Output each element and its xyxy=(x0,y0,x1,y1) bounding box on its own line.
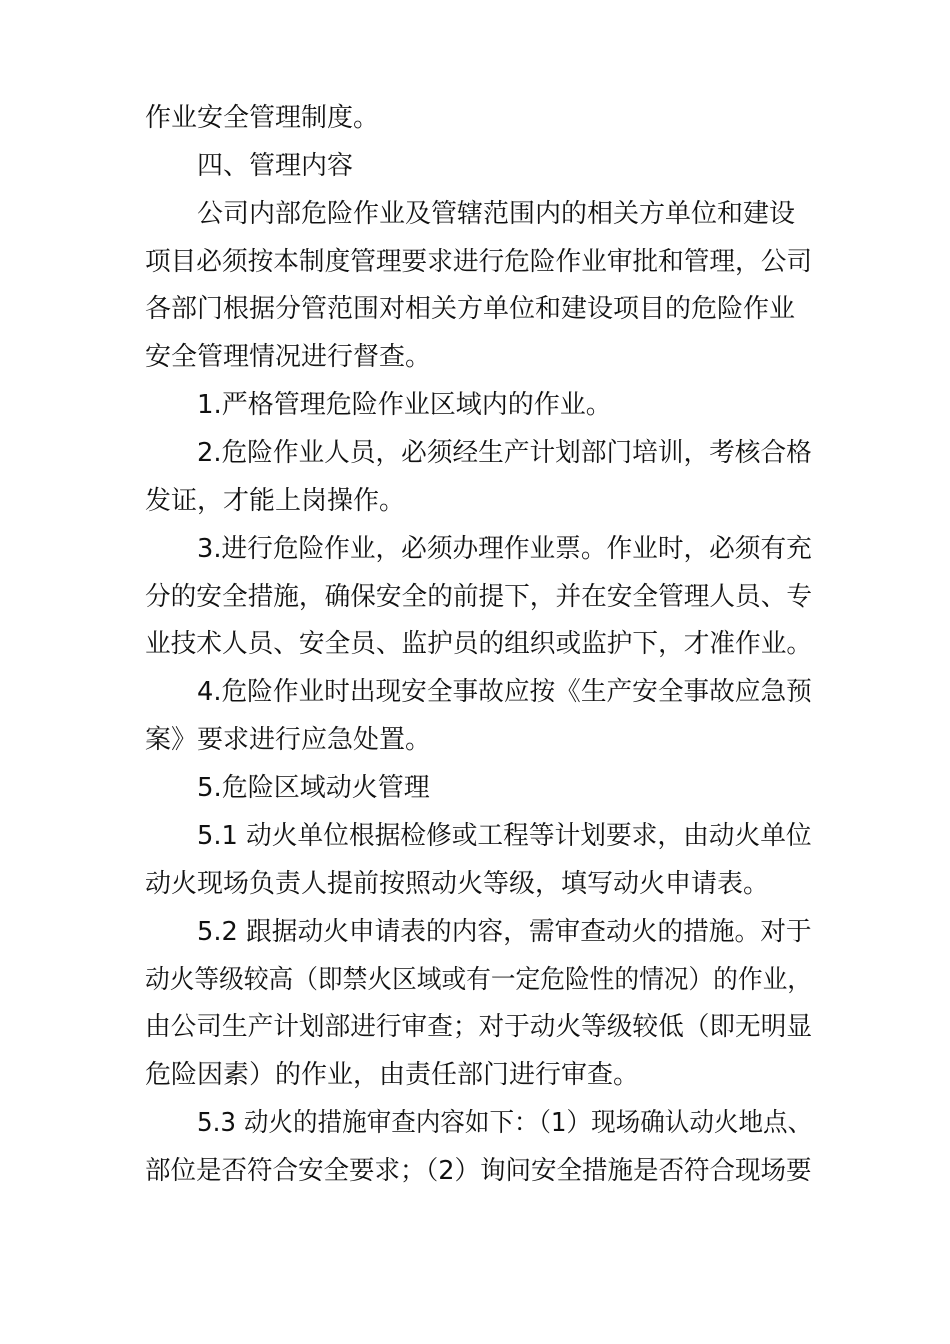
text-line: 项目必须按本制度管理要求进行危险作业审批和管理，公司 xyxy=(145,247,813,277)
text-line: 分的安全措施，确保安全的前提下，并在安全管理人员、专 xyxy=(145,582,813,612)
text-line: 5.2 跟据动火申请表的内容，需审查动火的措施。对于 xyxy=(197,917,812,947)
text-line: 业技术人员、安全员、监护员的组织或监护下，才准作业。 xyxy=(145,629,813,659)
text-line: 作业安全管理制度。 xyxy=(145,103,380,133)
text-line: 危险因素）的作业，由责任部门进行审查。 xyxy=(145,1060,640,1090)
text-line: 5.3 动火的措施审查内容如下：（1）现场确认动火地点、 xyxy=(197,1108,813,1138)
text-line: 3.进行危险作业，必须办理作业票。作业时，必须有充 xyxy=(197,534,812,564)
text-line: 1.严格管理危险作业区域内的作业。 xyxy=(197,390,612,420)
subsection-heading: 5.危险区域动火管理 xyxy=(197,773,430,803)
section-heading: 四、管理内容 xyxy=(197,151,354,181)
text-line: 各部门根据分管范围对相关方单位和建设项目的危险作业 xyxy=(145,294,796,324)
text-line: 安全管理情况进行督查。 xyxy=(145,342,432,372)
text-line: 案》要求进行应急处置。 xyxy=(145,725,432,755)
text-line: 由公司生产计划部进行审查；对于动火等级较低（即无明显 xyxy=(145,1012,813,1042)
text-line: 动火等级较高（即禁火区域或有一定危险性的情况）的作业， xyxy=(145,965,813,995)
text-line: 4.危险作业时出现安全事故应按《生产安全事故应急预 xyxy=(197,677,812,707)
text-line: 2.危险作业人员，必须经生产计划部门培训，考核合格 xyxy=(197,438,812,468)
text-line: 动火现场负责人提前按照动火等级，填写动火申请表。 xyxy=(145,869,770,899)
text-line: 5.1 动火单位根据检修或工程等计划要求，由动火单位 xyxy=(197,821,812,851)
text-line: 发证，才能上岗操作。 xyxy=(145,486,406,516)
text-line: 公司内部危险作业及管辖范围内的相关方单位和建设 xyxy=(197,199,796,229)
text-line: 部位是否符合安全要求；（2）询问安全措施是否符合现场要 xyxy=(145,1156,812,1186)
